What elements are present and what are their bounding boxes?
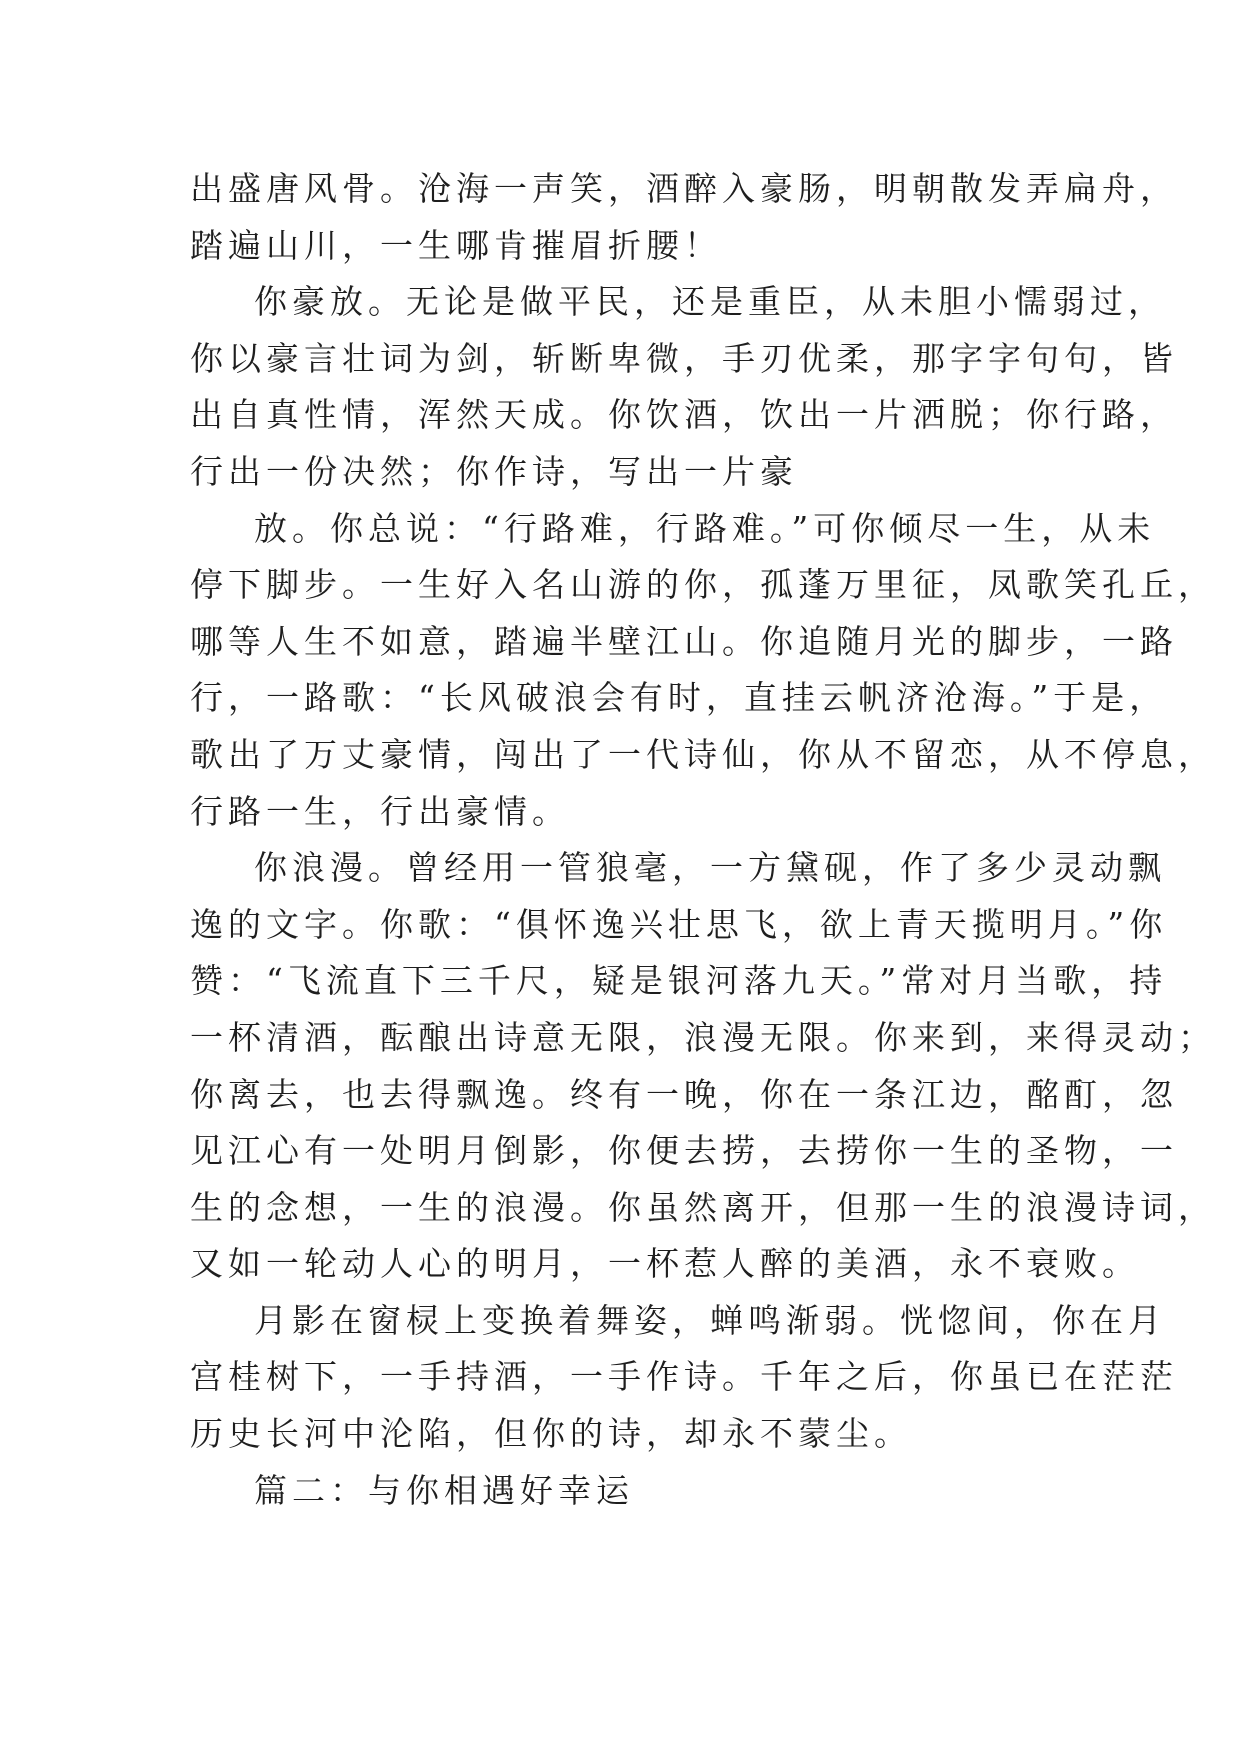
text-line: 行，一路歌：“长风破浪会有时，直挂云帆济沧海。”于是，	[190, 678, 1168, 718]
paragraph-start-line: 月影在窗棂上变换着舞姿，蝉鸣渐弱。恍惚间，你在月	[254, 1300, 1166, 1340]
paragraph-start-line: 放。你总说：“行路难，行路难。”可你倾尽一生，从未	[254, 508, 1156, 548]
text-line: 行出一份决然；你作诗，写出一片豪	[190, 451, 798, 491]
text-line: 见江心有一处明月倒影，你便去捞，去捞你一生的圣物，一	[190, 1131, 1178, 1171]
text-line: 历史长河中沦陷，但你的诗，却永不蒙尘。	[190, 1414, 912, 1454]
text-line: 你以豪言壮词为剑，斩断卑微，手刃优柔，那字字句句，皆	[190, 338, 1178, 378]
text-line: 生的念想，一生的浪漫。你虽然离开，但那一生的浪漫诗词，	[190, 1187, 1216, 1227]
text-line: 你离去，也去得飘逸。终有一晚，你在一条江边，酩酊，忽	[190, 1074, 1178, 1114]
paragraph-start-line: 你豪放。无论是做平民，还是重臣，从未胆小懦弱过，	[254, 282, 1166, 322]
paragraph-start-line: 你浪漫。曾经用一管狼毫，一方黛砚，作了多少灵动飘	[254, 848, 1166, 888]
text-line: 宫桂树下，一手持酒，一手作诗。千年之后，你虽已在茫茫	[190, 1357, 1178, 1397]
text-line: 又如一轮动人心的明月，一杯惹人醉的美酒，永不衰败。	[190, 1244, 1140, 1284]
text-line: 行路一生，行出豪情。	[190, 791, 570, 831]
text-line: 一杯清酒，酝酿出诗意无限，浪漫无限。你来到，来得灵动；	[190, 1017, 1216, 1057]
text-line: 逸的文字。你歌：“俱怀逸兴壮思飞，欲上青天揽明月。”你	[190, 904, 1168, 944]
section-heading: 篇二：与你相遇好幸运	[254, 1470, 634, 1510]
text-line: 出自真性情，浑然天成。你饮酒，饮出一片洒脱；你行路，	[190, 395, 1178, 435]
text-line: 停下脚步。一生好入名山游的你，孤蓬万里征，凤歌笑孔丘，	[190, 565, 1216, 605]
text-line: 踏遍山川，一生哪肯摧眉折腰！	[190, 225, 722, 265]
text-line: 出盛唐风骨。沧海一声笑，酒醉入豪肠，明朝散发弄扁舟，	[190, 169, 1178, 208]
text-line: 哪等人生不如意，踏遍半壁江山。你追随月光的脚步，一路	[190, 621, 1178, 661]
essay-body	[190, 161, 1216, 1519]
text-line: 歌出了万丈豪情，闯出了一代诗仙，你从不留恋，从不停息，	[190, 734, 1216, 774]
text-line: 赞：“飞流直下三千尺，疑是银河落九天。”常对月当歌，持	[190, 961, 1168, 1001]
